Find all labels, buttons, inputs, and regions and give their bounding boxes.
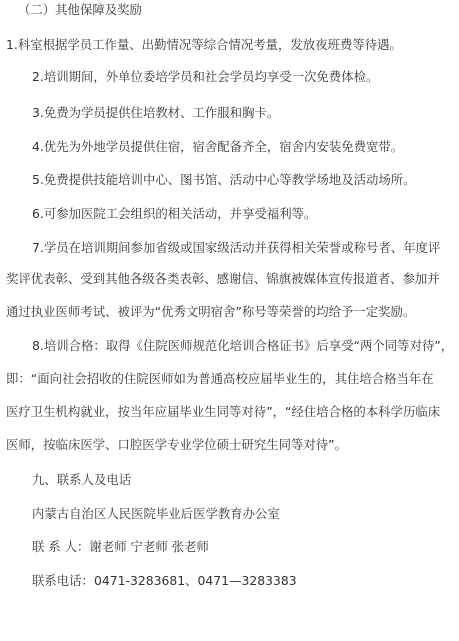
item-3: 3.免费为学员提供住培教材、工作服和胸卡。 [32,105,280,120]
item-6: 6.可参加医院工会组织的相关活动，并享受福利等。 [32,206,317,221]
contact-heading: 九、联系人及电话 [32,472,132,487]
item-7-line-3: 通过执业医师考试、被评为“优秀文明宿舍”称号等荣誉的均给予一定奖励。 [6,304,416,319]
item-8-line-3: 医疗卫生机构就业，按当年应届毕业生同等对待”，“经住培合格的本科学历临床 [6,404,441,419]
item-7-line-2: 奖评优表彰、受到其他各级各类表彰、感谢信、锦旗被媒体宣传报道者、参加并 [6,271,440,286]
item-7-line-1: 7.学员在培训期间参加省级或国家级活动并获得相关荣誉或称号者、年度评 [32,240,441,255]
item-8-line-4: 医师，按临床医学、口腔医学专业学位硕士研究生同等对待”。 [6,437,347,452]
item-2: 2.培训期间，外单位委培学员和社会学员均享受一次免费体检。 [32,69,379,84]
item-8-line-2: 即：“面向社会招收的住院医师如为普通高校应届毕业生的，其住培合格当年在 [6,371,434,386]
contact-phone: 联系电话：0471-3283681、0471—3283383 [32,573,297,588]
contact-persons: 联 系 人：谢老师 宁老师 张老师 [32,539,209,554]
contact-office: 内蒙古自治区人民医院毕业后医学教育办公室 [32,506,280,521]
section-title: （二）其他保障及奖励 [18,2,142,17]
item-1: 1.科室根据学员工作量、出勤情况等综合情况考量，发放夜班费等待遇。 [6,37,402,52]
item-4: 4.优先为外地学员提供住宿，宿舍配备齐全，宿舍内安装免费宽带。 [32,139,404,154]
item-5: 5.免费提供技能培训中心、图书馆、活动中心等教学场地及活动场所。 [32,172,416,187]
item-8-line-1: 8.培训合格：取得《住院医师规范化培训合格证书》后享受“两个同等对待”， [32,338,454,353]
